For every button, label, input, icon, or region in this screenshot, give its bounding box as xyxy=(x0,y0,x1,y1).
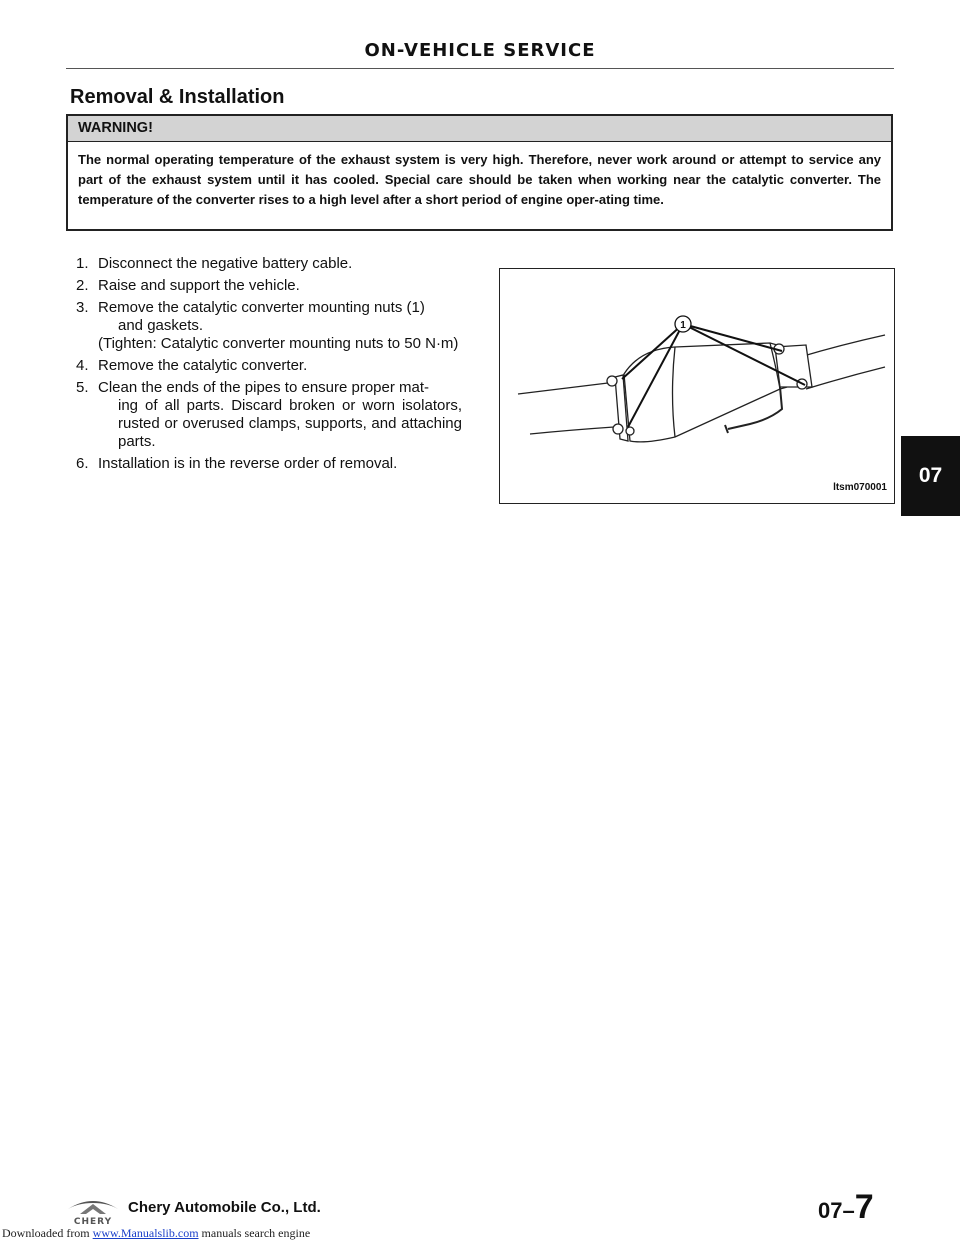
chery-logo xyxy=(62,1197,124,1225)
step-number: 3. xyxy=(76,299,89,316)
step-text: Disconnect the negative battery cable. xyxy=(98,255,353,272)
warning-heading: WARNING! xyxy=(68,116,891,142)
chapter-tab: 07 xyxy=(901,436,960,516)
figure-id: ltsm070001 xyxy=(833,482,887,493)
catalytic-converter-illustration xyxy=(500,269,894,503)
step-text: Clean the ends of the pipes to ensure proper mat- xyxy=(98,379,430,396)
warning-text: The normal operating temperature of the exhaust system is very high. Therefore, never work around or attempt to service any part of the exhaust system until it has cooled. Special care should be taken when working near the catalytic converter. The temperature of the converter rises to a high level after a short period of engine oper-ating time. xyxy=(78,152,881,207)
step-continuation: and gaskets. xyxy=(118,317,204,334)
step-continuation: ing of all parts. Discard broken or worn isolators, rusted or overused clamps, supports, and attaching parts. xyxy=(118,397,462,450)
step-torque-note: (Tighten: Catalytic converter mounting nuts to 50 N·m) xyxy=(98,335,459,352)
step-text: Installation is in the reverse order of removal. xyxy=(98,455,398,472)
procedure-step xyxy=(76,255,462,273)
step-number: 1. xyxy=(76,255,89,272)
catalytic-converter-figure xyxy=(499,268,895,504)
step-text: Remove the catalytic converter. xyxy=(98,357,308,374)
download-suffix: manuals search engine xyxy=(198,1226,311,1240)
manualslib-link[interactable]: www.Manualslib.com xyxy=(92,1226,199,1240)
procedure-steps xyxy=(76,255,462,477)
header-divider xyxy=(66,68,894,69)
step-number: 5. xyxy=(76,379,89,396)
callout-label: 1 xyxy=(680,320,686,331)
step-text: Remove the catalytic converter mounting nuts (1) xyxy=(98,299,425,316)
procedure-step xyxy=(76,379,462,451)
page-number xyxy=(818,1188,874,1227)
step-number: 2. xyxy=(76,277,89,294)
procedure-step xyxy=(76,357,462,375)
warning-box xyxy=(66,114,893,231)
download-notice xyxy=(2,1226,310,1241)
step-text: Raise and support the vehicle. xyxy=(98,277,300,294)
step-number: 6. xyxy=(76,455,89,472)
procedure-step xyxy=(76,455,462,473)
procedure-step xyxy=(76,277,462,295)
page-header-title: ON-VEHICLE SERVICE xyxy=(364,40,596,61)
step-number: 4. xyxy=(76,357,89,374)
page-prefix: 07– xyxy=(818,1198,855,1223)
logo-text: CHERY xyxy=(73,1217,113,1225)
page-number-value: 7 xyxy=(854,1188,874,1226)
procedure-step xyxy=(76,299,462,353)
download-prefix: Downloaded from xyxy=(2,1226,93,1240)
footer-company: Chery Automobile Co., Ltd. xyxy=(128,1199,321,1216)
section-title: Removal & Installation xyxy=(70,86,285,108)
